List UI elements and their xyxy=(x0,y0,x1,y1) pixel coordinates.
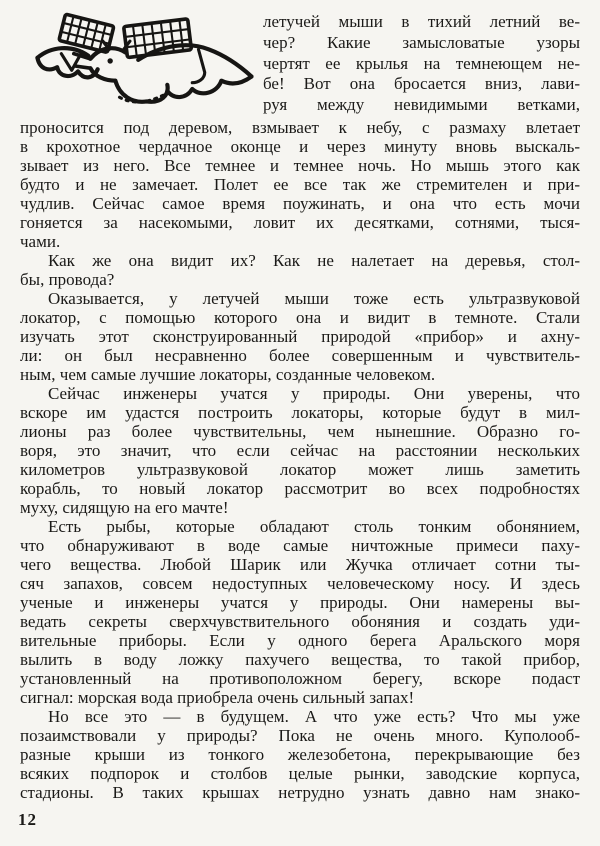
text-line: ведать секреты сверхчувствительного обоняния и создать уди- xyxy=(20,612,580,631)
text-line: Есть рыбы, которые обладают столь тонким обонянием, xyxy=(48,517,580,536)
bat-with-lattice-ears-icon xyxy=(28,10,263,116)
text-line: изучать этот сконструированный природой «прибор» и ахну- xyxy=(20,327,580,346)
bat-illustration xyxy=(28,10,263,116)
top-row xyxy=(20,10,580,116)
text-line: чудлив. Сейчас самое время поужинать, и она что есть мочи xyxy=(20,194,580,213)
text-line: ли: он был несравненно более совершенным и чувствитель- xyxy=(20,346,580,365)
text-line: Сейчас инженеры учатся у природы. Они уверены, что xyxy=(48,384,580,403)
page-number: 12 xyxy=(18,810,37,829)
text-line: чер? Какие замысловатые узоры xyxy=(263,32,580,52)
text-line: Но все это — в будущем. А что уже есть? Что мы уже xyxy=(48,707,580,726)
text-line: вскоре им удастся построить локаторы, которые будут в мил- xyxy=(20,403,580,422)
text-line: ным, чем самые лучшие локаторы, созданные человеком. xyxy=(20,365,436,384)
text-line: сигнал: морская вода приобрела очень сильный запах! xyxy=(20,688,415,707)
text-line: Как же она видит их? Как не налетает на деревья, стол- xyxy=(48,251,580,270)
text-line: зывает из него. Все темнее и темнее ночь. Но мышь этого как xyxy=(20,156,580,175)
body-text-block xyxy=(20,118,580,802)
text-line: в крохотное чердачное оконце и через минуту вновь выскаль- xyxy=(20,137,580,156)
text-line: позаимствовали у природы? Пока не очень много. Куполооб- xyxy=(20,726,580,745)
text-line: ученые и инженеры учатся у природы. Они намерены вы- xyxy=(20,593,580,612)
text-line: стадионы. В таких крышах нетрудно узнать давно нам знако- xyxy=(20,783,580,802)
text-line: воря, это значит, что если сейчас на расстоянии нескольких xyxy=(20,441,580,460)
text-line: разные крыши из тонкого железобетона, перекрывающие без xyxy=(20,745,580,764)
text-line: чами. xyxy=(20,232,61,251)
text-line: чего вещества. Любой Шарик или Жучка отличает сотни ты- xyxy=(20,555,580,574)
text-line: бы, провода? xyxy=(20,270,115,289)
text-line: муху, сидящую на его мачте! xyxy=(20,498,229,517)
text-line: проносится под деревом, взмывает к небу, с размаху влетает xyxy=(20,118,580,137)
text-line: будто и не замечает. Полет ее все так же стремителен и при- xyxy=(20,175,580,194)
text-line: гоняется за насекомыми, ловит их десятками, сотнями, тыся- xyxy=(20,213,580,232)
text-line: локатор, с помощью которого она и видит в темноте. Стали xyxy=(20,308,580,327)
text-line: сяч запахов, совсем недоступных человеческому носу. И здесь xyxy=(20,574,580,593)
text-line: лионы раз более чувствительны, чем нынешние. Образно го- xyxy=(20,422,580,441)
text-line: установленный на противоположном берегу, вскоре подаст xyxy=(20,669,580,688)
text-line: вительные приборы. Если у одного берега Аральского моря xyxy=(20,631,580,650)
text-line: летучей мыши в тихий летний ве- xyxy=(263,12,580,31)
text-line: вылить в воду ложку пахучего вещества, то такой прибор, xyxy=(20,650,580,669)
text-line: Оказывается, у летучей мыши тоже есть ультразвуковой xyxy=(48,289,580,308)
text-line: бе! Вот она бросается вниз, лави- xyxy=(263,74,580,94)
text-line: километров ультразвуковой локатор может лишь заметить xyxy=(20,460,580,479)
text-line: руя между невидимыми ветками, xyxy=(263,95,580,115)
text-line: корабль, то новый локатор рассмотрит во всех подробностях xyxy=(20,479,580,498)
text-line: что обнаруживают в воде самые ничтожные примеси паху- xyxy=(20,536,580,555)
text-line: всяких подпорок и столбов целые рынки, заводские корпуса, xyxy=(20,764,580,783)
top-text-block xyxy=(263,10,580,116)
text-line: чертят ее крылья на темнеющем не- xyxy=(263,53,580,73)
